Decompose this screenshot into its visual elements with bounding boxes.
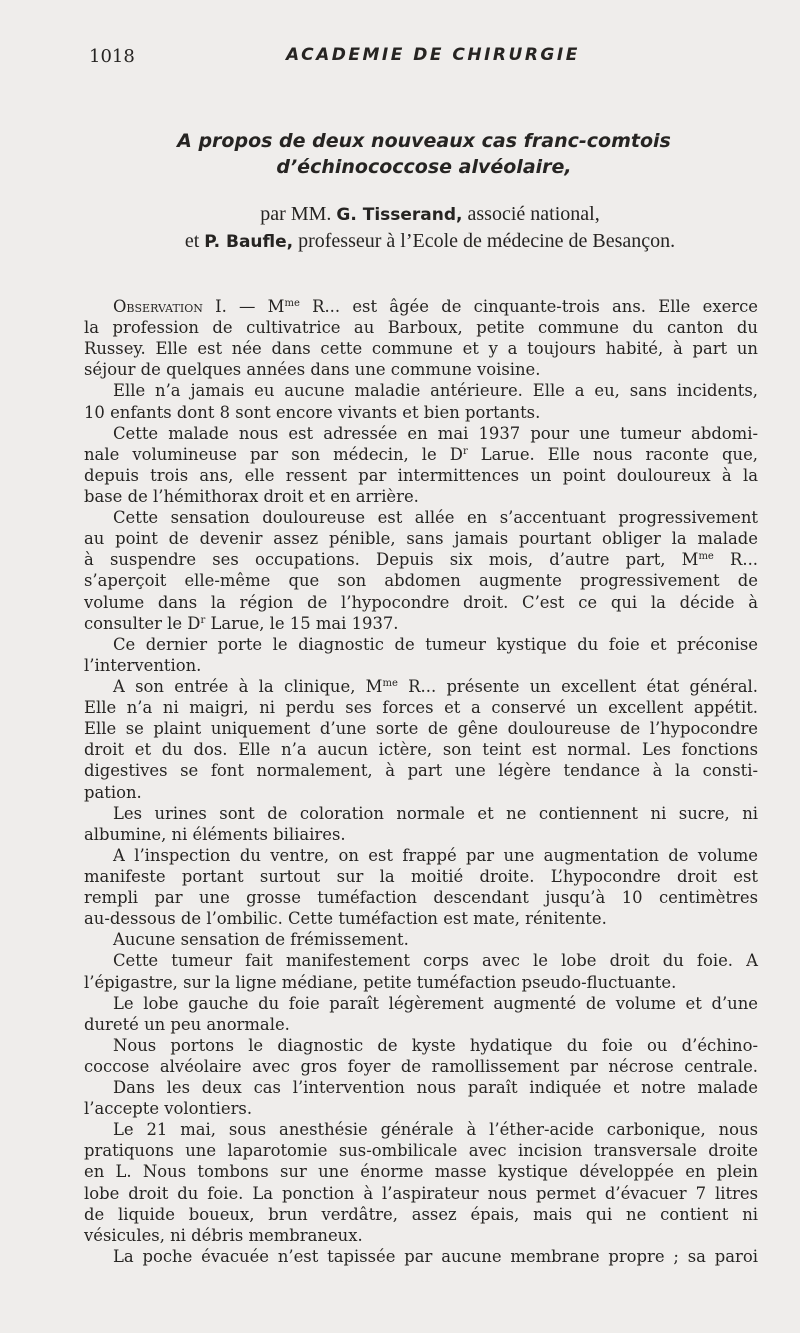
text-line: depuis trois ans, elle ressent par intermittences un point douloureux à la (84, 465, 758, 485)
text-line: au-dessous de l’ombilic. Cette tuméfaction est mate, rénitente. (84, 909, 607, 929)
text-line: droit et du dos. Elle n’a aucun ictère, son teint est normal. Les fonctions (84, 740, 758, 760)
text-line: digestives se font normalement, à part une légère tendance à la consti- (84, 761, 758, 781)
text-line: à suspendre ses occupations. Depuis six mois, d’autre part, $M^{me}$ R... (84, 550, 759, 570)
text-line: A l’inspection du ventre, on est frappé par une augmentation de volume (113, 845, 758, 865)
text-line: Ce dernier porte le diagnostic de tumeur kystique du foie et préconise (113, 634, 758, 654)
byline-text: professeur à l’Ecole de médecine de Besançon. (293, 230, 676, 252)
text-line: manifeste portant surtout sur la moitié droite. L’hypocondre droit est (84, 866, 758, 886)
text-line: Le lobe gauche du foie paraît légèrement augmenté de volume et d’une (113, 993, 758, 1013)
article-title-line-1: A propos de deux nouveaux cas franc-comtois (177, 130, 671, 152)
text-line: Elle n’a ni maigri, ni perdu ses forces et a conservé un excellent appétit. (84, 698, 758, 718)
text-line: vésicules, ni débris membraneux. (84, 1225, 363, 1245)
text-line: Elle n’a jamais eu aucune maladie antérieure. Elle a eu, sans incidents, (113, 381, 758, 401)
text-line: Elle se plaint uniquement d’une sorte de gêne douloureuse de l’hypocondre (84, 719, 758, 739)
text-line: la profession de cultivatrice au Barboux, petite commune du canton du (84, 318, 758, 338)
text-line: Nous portons le diagnostic de kyste hydatique du foie ou d’échino- (113, 1035, 758, 1055)
author-name: G. Tisserand, (336, 205, 463, 225)
text-line: pratiquons une laparotomie sus-ombilicale avec incision transversale droite (84, 1141, 758, 1161)
text-line: Cette sensation douloureuse est allée en s’accentuant progressivement (113, 508, 758, 528)
byline-text: par MM. (260, 203, 337, 225)
text-line: Aucune sensation de frémissement. (113, 930, 409, 950)
text-line: La poche évacuée n’est tapissée par aucune membrane propre ; sa paroi (113, 1246, 758, 1266)
text-line: A son entrée à la clinique, $M^{me}$ R... présente un excellent état général. (113, 676, 758, 696)
text-line: en L. Nous tombons sur une énorme masse kystique développée en plein (84, 1162, 758, 1182)
text-line: albumine, ni éléments biliaires. (84, 824, 346, 844)
text-line: base de l’hémithorax droit et en arrière. (84, 486, 419, 506)
text-line: coccose alvéolaire avec gros foyer de ramollissement par nécrose centrale. (84, 1056, 758, 1076)
text-line: 10 enfants dont 8 sont encore vivants et bien portants. (84, 402, 541, 422)
text-line: nale volumineuse par son médecin, le $D^r$ Larue. Elle nous raconte que, (84, 444, 758, 464)
text-line: séjour de quelques années dans une commune voisine. (84, 360, 541, 380)
text-line: au point de devenir assez pénible, sans jamais pourtant obliger la malade (84, 529, 758, 549)
article-title-line-2: d’échinococcose alvéolaire, (276, 156, 572, 178)
text-line: consulter le $D^r$ Larue, le 15 mai 1937. (84, 613, 399, 633)
byline-line-2 (110, 227, 750, 256)
text-line: lobe droit du foie. La ponction à l’aspirateur nous permet d’évacuer 7 litres (84, 1183, 758, 1203)
text-line: rempli par une grosse tuméfaction descendant jusqu’à 10 centimètres (84, 888, 758, 908)
text-line: volume dans la région de l’hypocondre droit. C’est ce qui la décide à (84, 592, 758, 612)
byline-line-1 (110, 200, 750, 229)
text-line: Observation I. — $M^{me}$ R... est âgée de cinquante-trois ans. Elle exerce (113, 297, 758, 316)
text-line: l’épigastre, sur la ligne médiane, petite tuméfaction pseudo-fluctuante. (84, 972, 677, 992)
text-line: s’aperçoit elle-même que son abdomen augmente progressivement de (84, 571, 758, 591)
text-line: dureté un peu anormale. (84, 1014, 290, 1034)
observation-label: Observation I. (113, 297, 227, 316)
author-name: P. Baufle, (204, 232, 294, 252)
text-line: l’intervention. (84, 655, 202, 675)
byline-text: et (184, 230, 205, 252)
text-line: Dans les deux cas l’intervention nous paraît indiquée et notre malade (113, 1078, 758, 1098)
byline-text: associé national, (462, 203, 600, 225)
text-line: Russey. Elle est née dans cette commune et y a toujours habité, à part un (84, 339, 758, 359)
text-line: l’accepte volontiers. (84, 1099, 253, 1119)
article-body (84, 296, 758, 1267)
text-line: Les urines sont de coloration normale et ne contiennent ni sucre, ni (113, 803, 758, 823)
text-line: Cette malade nous est adressée en mai 1937 pour une tumeur abdomi- (113, 423, 758, 443)
text-line: pation. (84, 782, 142, 802)
running-title: ACADEMIE DE CHIRURGIE (286, 45, 580, 65)
text-line: de liquide boueux, brun verdâtre, assez épais, mais qui ne contient ni (84, 1204, 758, 1224)
page-number: 1018 (89, 46, 135, 67)
text-line: Le 21 mai, sous anesthésie générale à l’éther-acide carbonique, nous (113, 1120, 758, 1140)
text-line: Cette tumeur fait manifestement corps avec le lobe droit du foie. A (113, 951, 758, 971)
